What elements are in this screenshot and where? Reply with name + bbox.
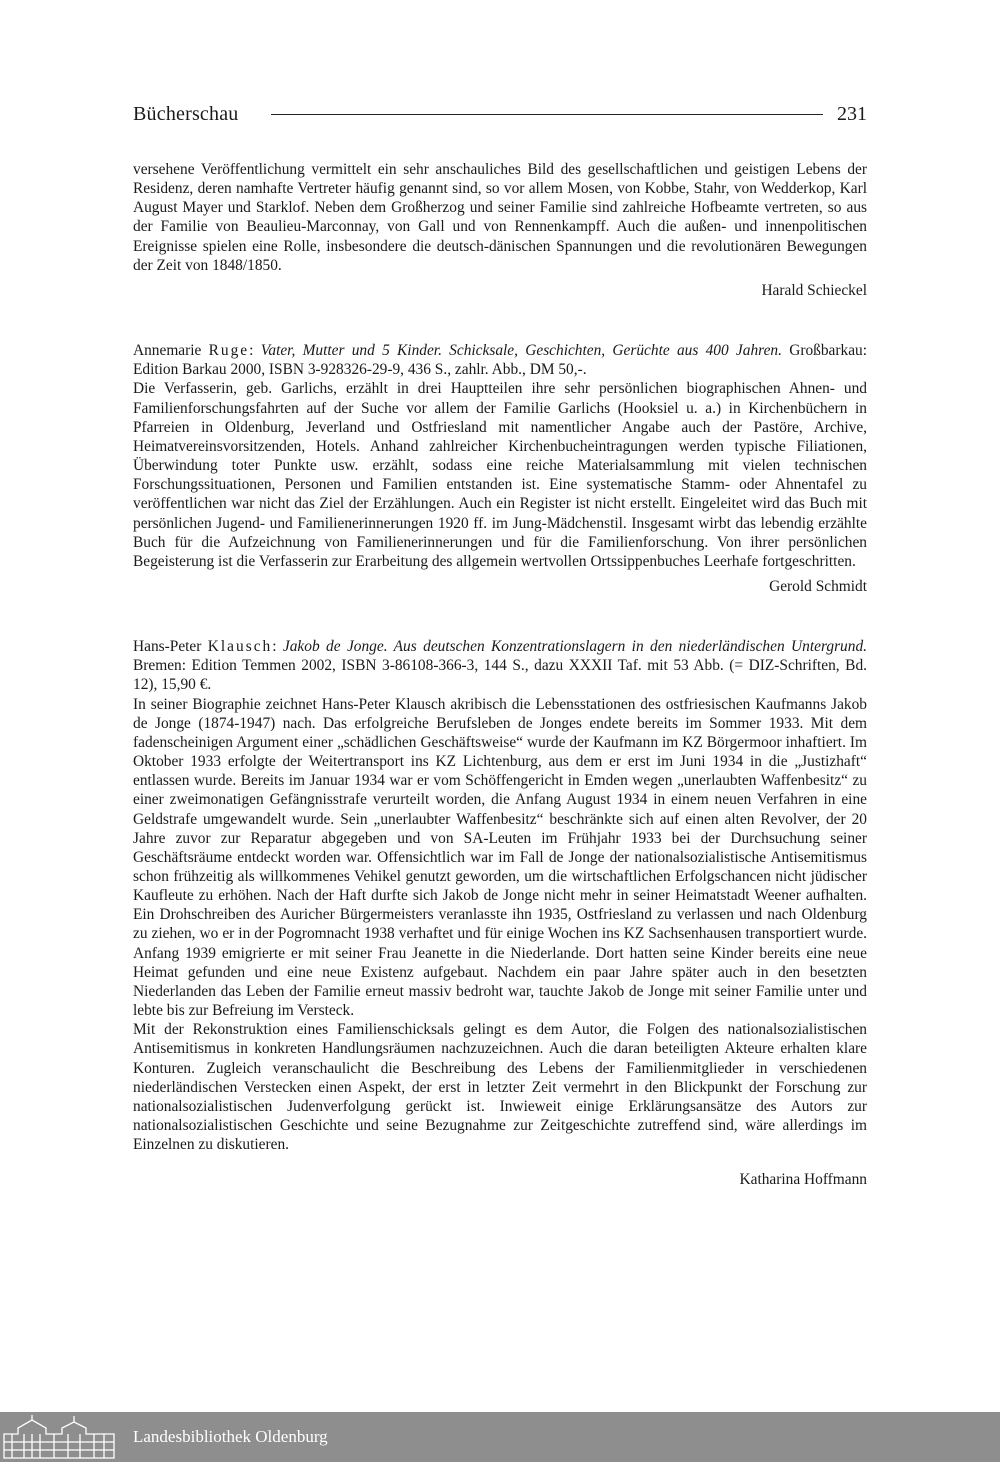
review-paragraph: versehene Veröffentlichung vermittelt ein sehr anschauliches Bild des gesellschaftlichen und geistigen Lebens der Residenz, deren namhafte Vertreter häufig genannt sind, so vor allem Mosen, von Kobbe, Stahr, von Wedderkop, Karl August Mayer und Starklof. Neben dem Großherzog und seiner Familie sind zahlreiche Hofbeamte vertreten, so aus der Familie von Beaulieu-Marconnay, von Gall und von Rennenkampff. Auch die außen- und innenpolitischen Ereignisse spielen eine Rolle, insbesondere die deutsch-dänischen Spannungen und die revolutionären Bewegungen der Zeit von 1848/1850.: [133, 161, 867, 274]
author-family-name: Klausch: [207, 638, 273, 656]
reviewer-signature: Harald Schieckel: [761, 281, 867, 299]
header-rule: [271, 114, 823, 115]
library-footer-bar: [0, 1412, 1000, 1462]
review-ruge: [133, 341, 867, 596]
review-paragraph: Die Verfasserin, geb. Garlichs, erzählt in drei Hauptteilen ihre sehr persönlichen biographischen Ahnen- und Familienforschungsfahrten auf der Suche vor allem der Familie Garlichs (Hooksiel u. a.) in Kirchenbüchern in Pfarreien in Oldenburg, Jeverland und Ostfriesland mit namentlicher Angabe auch der Pastöre, Archive, Heimatvereinsvorsitzenden, Hotels. Anhand zahlreicher Kirchenbucheintragungen werden typische Filiationen, Überwindung toter Punkte usw. erzählt, sodass eine reiche Materialsammlung mit vielen technischen Forschungssituationen, Personen und Familien entstanden ist. Eine systematische Stamm- oder Ahnentafel zu veröffentlichen war nicht das Ziel der Erzählungen. Auch ein Register ist nicht erstellt. Eingeleitet wird das Buch mit persönlichen Jugend- und Familienerinnerungen 1920 ff. im Jung-Mädchenstil. Insgesamt wirbt das lebendig erzählte Buch für die Aufzeichnung von Familienerinnerungen und für die Familienforschung. Von ihrer persönlichen Begeisterung ist die Verfasserin zur Erarbeitung des allgemein wertvollen Ortssippenbuches Leerhafe fortgeschritten.: [133, 380, 867, 570]
page-content: [133, 160, 867, 1190]
review-paragraph: In seiner Biographie zeichnet Hans-Peter Klausch akribisch die Lebensstationen des ostfriesischen Kaufmanns Jakob de Jonge (1874-1947) nach. Das erfolgreiche Berufsleben de Jonges endete bereits im Sommer 1933. Mit dem fadenscheinigen Argument einer „schädlichen Geschäftsweise“ wurde der Kaufmann im KZ Börgermoor inhaftiert. Im Oktober 1933 erfolgte der Weitertransport ins KZ Lichtenburg, aus dem er erst im Juni 1934 in die „Justizhaft“ entlassen wurde. Bereits im Januar 1934 war er vom Schöffengericht in Emden wegen „unerlaubten Waffenbesitz“ zu einer zweimonatigen Gefängnisstrafe verurteilt worden, die Anfang August 1934 in einem neuen Verfahren in eine Geldstrafe umgewandelt wurde. Sein „unerlaubter Waffenbesitz“ beschränkte sich auf einen alten Revolver, der 20 Jahre zuvor zur Reparatur abgegeben und von SA-Leuten im Frühjahr 1933 bei der Durchsuchung seiner Geschäftsräume entdeckt worden war. Offensichtlich war im Fall de Jonge der nationalsozialistische Antisemitismus schon frühzeitig als willkommenes Vehikel genutzt geworden, um die wirtschaftlichen Erfolgschancen nicht jüdischer Kaufleute zu erhöhen. Nach der Haft durfte sich Jakob de Jonge nicht mehr in seiner Heimatstadt Weener aufhalten. Ein Drohschreiben des Auricher Bürgermeisters veranlasste ihn 1935, Ostfriesland zu verlassen und nach Oldenburg zu ziehen, wo er in der Pogromnacht 1938 verhaftet und für einige Wochen ins KZ Sachsenhausen transportiert wurde. Anfang 1939 emigrierte er mit seiner Frau Jeanette in die Niederlande. Dort hatten seine Kinder bereits eine neue Heimat gefunden und eine neue Existenz aufgebaut. Nachdem ein paar Jahre später auch in den besetzten Niederlanden das Leben der Familie erneut massiv bedroht war, tauchte Jakob de Jonge mit seiner Familie unter und lebte bis zur Befreiung im Versteck.: [133, 695, 867, 1020]
review-paragraph: Mit der Rekonstruktion eines Familienschicksals gelingt es dem Autor, die Folgen des nationalsozialistischen Antisemitismus in konkreten Handlungsräumen nachzuzeichnen. Auch die daran beteiligten Akteure erhalten klare Konturen. Zugleich veranschaulicht die Beschreibung des Lebens der Familienmitglieder in verschiedenen niederländischen Verstecken einen Aspekt, der erst in letzter Zeit vermehrt in den Blickpunkt der Forschung zur nationalsozialistischen Judenverfolgung gerückt ist. Inwieweit einige Erklärungsansätze des Autors zur nationalsozialistischen Geschichte und seine Bezugnahme zur Zeitgeschichte zutreffend sind, wäre allerdings im Einzelnen zu diskutieren.: [133, 1021, 867, 1154]
author-given-name: Annemarie: [133, 342, 202, 360]
reviewer-signature: Gerold Schmidt: [769, 577, 867, 595]
review-citation: Annemarie Ruge: Vater, Mutter und 5 Kinder. Schicksale, Geschichten, Gerüchte aus 400 Jahren. Großbarkau: Edition Barkau 2000, ISBN 3-928326-29-9, 436 S., zahlr. Abb., DM 50,-.: [133, 342, 867, 379]
library-name: Landesbibliothek Oldenburg: [133, 1427, 328, 1446]
review-schieckel: [133, 160, 867, 300]
book-title: Jakob de Jonge. Aus deutschen Konzentrationslagern in den niederländischen Untergrund.: [282, 638, 867, 656]
author-given-name: Hans-Peter: [133, 638, 202, 656]
publication-details: Bremen: Edition Temmen 2002, ISBN 3-86108-366-3, 144 S., dazu XXXII Taf. mit 53 Abb. (= DIZ-Schriften, Bd. 12), 15,90 €.: [133, 657, 867, 694]
book-title: Vater, Mutter und 5 Kinder. Schicksale, Geschichten, Gerüchte aus 400 Jahren.: [260, 342, 782, 360]
review-klausch: [133, 637, 867, 1189]
review-citation: Hans-Peter Klausch: Jakob de Jonge. Aus deutschen Konzentrationslagern in den niederländischen Untergrund. Bremen: Edition Temmen 2002, ISBN 3-86108-366-3, 144 S., dazu XXXII Taf. mit 53 Abb. (= DIZ-Schriften, Bd. 12), 15,90 €.: [133, 638, 867, 694]
library-building-icon: [0, 1412, 118, 1462]
running-head-title: Bücherschau: [133, 103, 239, 125]
page-number: 231: [837, 103, 867, 125]
page-header: [133, 100, 867, 128]
publication-details: Großbarkau: Edition Barkau 2000, ISBN 3-928326-29-9, 436 S., zahlr. Abb., DM 50,-.: [133, 342, 867, 379]
reviewer-signature: Katharina Hoffmann: [739, 1171, 867, 1189]
author-family-name: Ruge: [208, 342, 250, 360]
